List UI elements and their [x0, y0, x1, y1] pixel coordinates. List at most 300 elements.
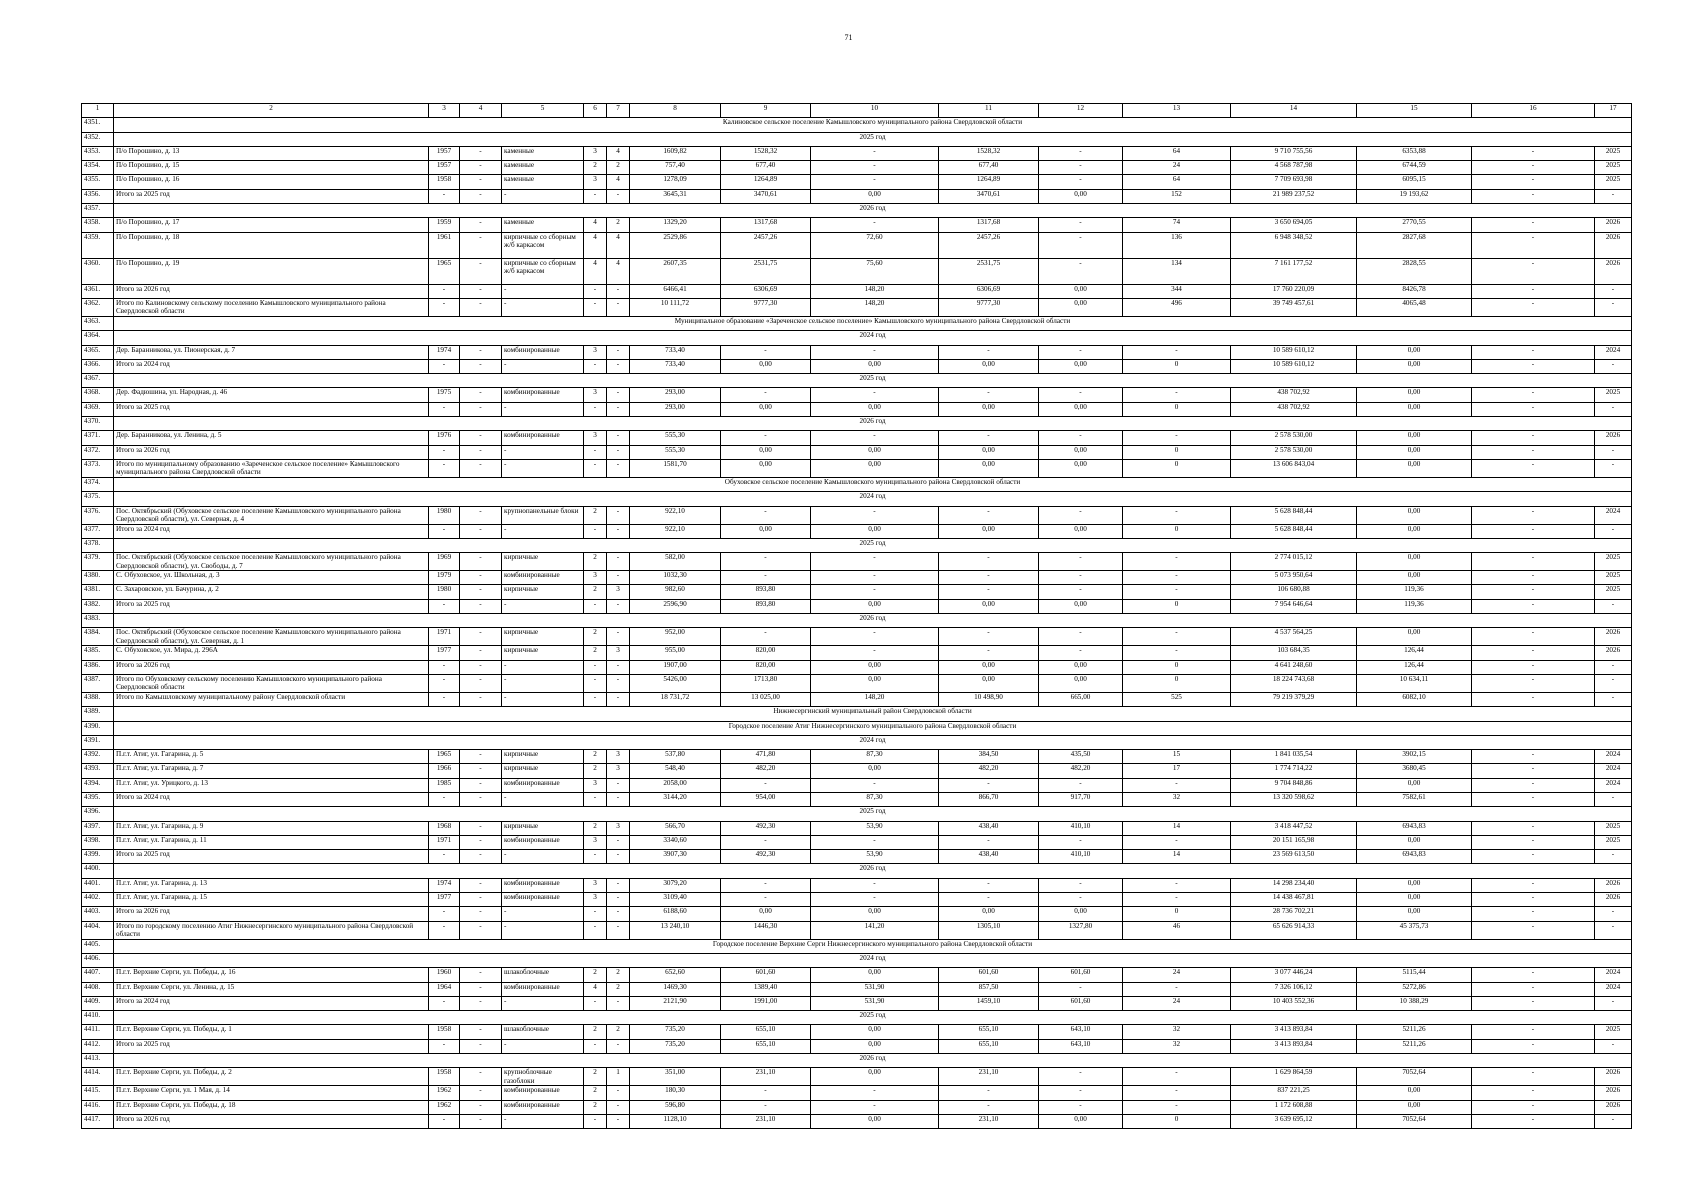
row-number: 4353.: [82, 146, 114, 160]
table-cell: -: [502, 996, 584, 1010]
table-cell: -: [939, 646, 1039, 660]
table-cell: 4: [584, 982, 607, 996]
table-cell: 6082,10: [1357, 692, 1472, 706]
table-cell: -: [460, 835, 502, 849]
table-cell: -: [811, 1100, 939, 1114]
table-cell: 1980: [429, 506, 460, 524]
table-cell: 0,00: [811, 445, 939, 459]
row-number: 4408.: [82, 982, 114, 996]
table-cell: 53,90: [811, 850, 939, 864]
table-cell: -: [607, 599, 630, 613]
table-cell: -: [1472, 298, 1595, 316]
table-cell: 2: [584, 553, 607, 571]
column-header: 14: [1231, 104, 1357, 118]
table-cell: 18 224 743,68: [1231, 674, 1357, 692]
table-cell: -: [460, 524, 502, 538]
table-cell: -: [429, 674, 460, 692]
table-cell: 2: [607, 1025, 630, 1039]
table-cell: 2: [584, 1086, 607, 1100]
table-cell: 74: [1123, 218, 1231, 232]
table-cell: -: [584, 921, 607, 939]
table-cell: 2596,90: [630, 599, 721, 613]
section-title: Муниципальное образование «Зареченское сельское поселение» Камышловского муниципального района Свердловской области: [114, 316, 1632, 330]
column-header: 17: [1595, 104, 1632, 118]
table-cell: -: [721, 506, 811, 524]
table-cell: -: [607, 388, 630, 402]
table-cell: 0,00: [1039, 907, 1123, 921]
table-cell: -: [429, 599, 460, 613]
table-cell: 6744,59: [1357, 161, 1472, 175]
table-cell: 548,40: [630, 764, 721, 778]
table-cell: -: [1472, 345, 1595, 359]
table-cell: 2457,26: [721, 232, 811, 258]
table-cell: 13 320 598,62: [1231, 792, 1357, 806]
table-cell: 0,00: [811, 402, 939, 416]
section-title: 2025 год: [114, 1011, 1632, 1025]
table-row: [82, 1100, 1632, 1114]
table-cell: -: [811, 388, 939, 402]
table-row: [82, 161, 1632, 175]
table-cell: 820,00: [721, 660, 811, 674]
table-cell: 3: [584, 778, 607, 792]
row-number: 4365.: [82, 345, 114, 359]
table-cell: -: [1123, 1100, 1231, 1114]
section-title: Городское поселение Верхние Серги Нижнесергинского муниципального района Свердловской области: [114, 939, 1632, 953]
table-cell: -: [607, 878, 630, 892]
section-row: [82, 118, 1632, 132]
table-cell: -: [1472, 660, 1595, 674]
address-cell: П/о Порошино, д. 19: [114, 258, 429, 284]
table-cell: 126,44: [1357, 646, 1472, 660]
table-cell: 922,10: [630, 524, 721, 538]
table-cell: -: [721, 893, 811, 907]
table-row: [82, 524, 1632, 538]
table-cell: 2827,68: [1357, 232, 1472, 258]
address-cell: П/о Порошино, д. 15: [114, 161, 429, 175]
section-row: [82, 331, 1632, 345]
address-cell: Пос. Октябрьский (Обуховское сельское поселение Камышловского муниципального района Свердловской области), ул. Северная, д. 1: [114, 628, 429, 646]
table-cell: 2024: [1595, 982, 1632, 996]
table-cell: 733,40: [630, 345, 721, 359]
table-cell: 5115,44: [1357, 968, 1472, 982]
table-cell: -: [1472, 524, 1595, 538]
table-cell: 3: [607, 764, 630, 778]
table-cell: 3680,45: [1357, 764, 1472, 778]
table-cell: 2: [584, 585, 607, 599]
table-cell: 3: [607, 750, 630, 764]
table-cell: -: [460, 1100, 502, 1114]
table-cell: -: [1039, 1086, 1123, 1100]
table-cell: -: [1039, 878, 1123, 892]
row-number: 4412.: [82, 1039, 114, 1053]
table-cell: -: [460, 345, 502, 359]
table-cell: -: [1472, 921, 1595, 939]
column-header: 12: [1039, 104, 1123, 118]
address-cell: П.г.т. Атиг, ул. Урицкого, д. 13: [114, 778, 429, 792]
table-cell: 2026: [1595, 431, 1632, 445]
table-cell: 3 413 893,84: [1231, 1025, 1357, 1039]
table-cell: 17 760 220,09: [1231, 284, 1357, 298]
table-cell: 0,00: [1039, 459, 1123, 477]
address-cell: П.г.т. Верхние Серги, ул. 1 Мая, д. 14: [114, 1086, 429, 1100]
table-cell: 9 704 848,86: [1231, 778, 1357, 792]
column-header: 9: [721, 104, 811, 118]
table-cell: 2: [584, 646, 607, 660]
table-cell: -: [1472, 431, 1595, 445]
table-cell: 7052,64: [1357, 1068, 1472, 1086]
table-cell: 24: [1123, 996, 1231, 1010]
table-cell: 0,00: [1357, 893, 1472, 907]
table-cell: 0: [1123, 674, 1231, 692]
table-cell: -: [607, 921, 630, 939]
table-cell: -: [811, 553, 939, 571]
table-cell: 0,00: [1357, 445, 1472, 459]
section-title: 2024 год: [114, 331, 1632, 345]
row-number: 4410.: [82, 1011, 114, 1025]
table-cell: -: [607, 189, 630, 203]
table-row: [82, 359, 1632, 373]
table-cell: 0,00: [939, 445, 1039, 459]
table-cell: 2 578 530,00: [1231, 445, 1357, 459]
table-cell: 3470,61: [939, 189, 1039, 203]
table-cell: -: [607, 692, 630, 706]
address-cell: Итого за 2024 год: [114, 359, 429, 373]
table-cell: 735,20: [630, 1025, 721, 1039]
table-cell: -: [502, 402, 584, 416]
table-cell: -: [460, 571, 502, 585]
table-cell: 677,40: [939, 161, 1039, 175]
row-number: 4387.: [82, 674, 114, 692]
column-header: 16: [1472, 104, 1595, 118]
table-cell: 2026: [1595, 878, 1632, 892]
table-cell: 1965: [429, 258, 460, 284]
section-row: [82, 204, 1632, 218]
table-cell: -: [1595, 660, 1632, 674]
row-number: 4380.: [82, 571, 114, 585]
table-cell: 652,60: [630, 968, 721, 982]
table-cell: 525: [1123, 692, 1231, 706]
table-row: [82, 893, 1632, 907]
table-cell: -: [429, 792, 460, 806]
table-cell: -: [460, 459, 502, 477]
table-cell: 2026: [1595, 1100, 1632, 1114]
page-number: 71: [844, 33, 853, 42]
table-cell: 643,10: [1039, 1039, 1123, 1053]
row-number: 4385.: [82, 646, 114, 660]
table-cell: -: [429, 459, 460, 477]
table-cell: 1957: [429, 161, 460, 175]
table-cell: -: [1472, 1039, 1595, 1053]
address-cell: Итого по Обуховскому сельскому поселению Камышловского муниципального района Свердловской области: [114, 674, 429, 692]
table-cell: -: [1123, 345, 1231, 359]
table-cell: 2: [584, 1068, 607, 1086]
table-cell: 1971: [429, 628, 460, 646]
table-cell: 0,00: [1357, 506, 1472, 524]
table-cell: 438 702,92: [1231, 402, 1357, 416]
table-cell: 231,10: [721, 1068, 811, 1086]
table-cell: кирпичные: [502, 585, 584, 599]
section-row: [82, 1054, 1632, 1068]
section-row: [82, 1011, 1632, 1025]
table-cell: -: [429, 660, 460, 674]
table-cell: 3: [607, 646, 630, 660]
table-cell: -: [460, 893, 502, 907]
table-cell: 665,00: [1039, 692, 1123, 706]
table-cell: 0,00: [1039, 445, 1123, 459]
table-cell: 0: [1123, 599, 1231, 613]
table-cell: 7052,64: [1357, 1114, 1472, 1128]
table-cell: -: [460, 764, 502, 778]
table-row: [82, 878, 1632, 892]
table-cell: 9 710 755,56: [1231, 146, 1357, 160]
table-cell: 566,70: [630, 821, 721, 835]
table-cell: -: [721, 431, 811, 445]
row-number: 4392.: [82, 750, 114, 764]
table-cell: -: [429, 907, 460, 921]
table-cell: 531,90: [811, 996, 939, 1010]
table-cell: 410,10: [1039, 850, 1123, 864]
table-cell: 2531,75: [721, 258, 811, 284]
table-cell: 492,30: [721, 821, 811, 835]
table-cell: 7582,61: [1357, 792, 1472, 806]
row-number: 4351.: [82, 118, 114, 132]
table-cell: 24: [1123, 161, 1231, 175]
column-header: 11: [939, 104, 1039, 118]
address-cell: П.г.т. Атиг, ул. Гагарина, д. 7: [114, 764, 429, 778]
row-number: 4389.: [82, 707, 114, 721]
table-cell: -: [584, 284, 607, 298]
table-cell: -: [607, 571, 630, 585]
table-cell: комбинированные: [502, 778, 584, 792]
address-cell: Итого за 2026 год: [114, 907, 429, 921]
address-cell: П.г.т. Верхние Серги, ул. Победы, д. 1: [114, 1025, 429, 1039]
table-cell: 10 589 610,12: [1231, 359, 1357, 373]
table-cell: -: [1472, 506, 1595, 524]
table-cell: 0,00: [1039, 524, 1123, 538]
section-title: 2026 год: [114, 1054, 1632, 1068]
row-number: 4403.: [82, 907, 114, 921]
row-number: 4391.: [82, 735, 114, 749]
row-number: 4354.: [82, 161, 114, 175]
section-row: [82, 721, 1632, 735]
table-cell: 3: [584, 571, 607, 585]
table-cell: -: [460, 445, 502, 459]
column-header: 2: [114, 104, 429, 118]
table-cell: -: [502, 692, 584, 706]
table-cell: 231,10: [721, 1114, 811, 1128]
housing-register-table: [81, 103, 1632, 1129]
table-cell: -: [939, 628, 1039, 646]
row-number: 4393.: [82, 764, 114, 778]
address-cell: П.г.т. Верхние Серги, ул. Победы, д. 2: [114, 1068, 429, 1086]
table-cell: 4: [607, 258, 630, 284]
table-cell: -: [460, 506, 502, 524]
table-cell: 555,30: [630, 431, 721, 445]
table-cell: комбинированные: [502, 345, 584, 359]
table-cell: 5426,00: [630, 674, 721, 692]
table-cell: 3144,20: [630, 792, 721, 806]
table-cell: 0,00: [1357, 878, 1472, 892]
row-number: 4384.: [82, 628, 114, 646]
table-cell: 1974: [429, 878, 460, 892]
table-cell: -: [1472, 850, 1595, 864]
table-cell: 555,30: [630, 445, 721, 459]
table-cell: -: [1472, 792, 1595, 806]
table-cell: -: [1123, 982, 1231, 996]
table-cell: 2: [607, 968, 630, 982]
table-row: [82, 1068, 1632, 1086]
table-cell: 2025: [1595, 585, 1632, 599]
table-cell: 5211,26: [1357, 1025, 1472, 1039]
table-cell: -: [1472, 232, 1595, 258]
table-cell: 1317,68: [721, 218, 811, 232]
table-cell: 7 709 693,98: [1231, 175, 1357, 189]
section-title: 2025 год: [114, 374, 1632, 388]
table-cell: 64: [1123, 146, 1231, 160]
table-cell: -: [811, 218, 939, 232]
table-cell: -: [811, 431, 939, 445]
table-cell: -: [502, 660, 584, 674]
table-cell: 6095,15: [1357, 175, 1472, 189]
table-cell: 0,00: [811, 1039, 939, 1053]
table-cell: 3645,31: [630, 189, 721, 203]
table-row: [82, 506, 1632, 524]
table-cell: 3109,40: [630, 893, 721, 907]
address-cell: П.г.т. Верхние Серги, ул. Ленина, д. 15: [114, 982, 429, 996]
table-cell: -: [1123, 628, 1231, 646]
table-cell: 1966: [429, 764, 460, 778]
row-number: 4383.: [82, 614, 114, 628]
table-cell: -: [1039, 646, 1123, 660]
row-number: 4404.: [82, 921, 114, 939]
table-cell: 4 568 787,98: [1231, 161, 1357, 175]
table-row: [82, 778, 1632, 792]
table-cell: 2457,26: [939, 232, 1039, 258]
table-cell: 1958: [429, 1068, 460, 1086]
table-cell: 2026: [1595, 893, 1632, 907]
table-cell: -: [939, 1086, 1039, 1100]
table-cell: -: [1595, 298, 1632, 316]
table-cell: -: [1595, 284, 1632, 298]
table-cell: 2025: [1595, 571, 1632, 585]
table-cell: -: [1123, 893, 1231, 907]
table-cell: -: [1039, 778, 1123, 792]
table-cell: 2026: [1595, 258, 1632, 284]
table-row: [82, 692, 1632, 706]
table-cell: кирпичные: [502, 821, 584, 835]
table-cell: -: [584, 459, 607, 477]
table-cell: 2025: [1595, 1025, 1632, 1039]
table-row: [82, 660, 1632, 674]
table-cell: каменные: [502, 218, 584, 232]
table-cell: -: [1123, 553, 1231, 571]
table-cell: 2: [584, 1025, 607, 1039]
table-cell: 1329,20: [630, 218, 721, 232]
row-number: 4361.: [82, 284, 114, 298]
table-cell: -: [1595, 921, 1632, 939]
table-cell: -: [607, 660, 630, 674]
address-cell: П.г.т. Атиг, ул. Гагарина, д. 11: [114, 835, 429, 849]
table-cell: 601,60: [721, 968, 811, 982]
row-number: 4357.: [82, 204, 114, 218]
section-row: [82, 492, 1632, 506]
table-cell: -: [1472, 359, 1595, 373]
table-cell: 0,00: [811, 359, 939, 373]
row-number: 4395.: [82, 792, 114, 806]
table-cell: 2058,00: [630, 778, 721, 792]
table-cell: 1907,00: [630, 660, 721, 674]
table-cell: -: [1039, 218, 1123, 232]
table-cell: -: [502, 792, 584, 806]
table-cell: -: [1595, 459, 1632, 477]
table-cell: -: [1123, 388, 1231, 402]
table-cell: 23 569 613,50: [1231, 850, 1357, 864]
table-cell: -: [502, 1039, 584, 1053]
table-cell: -: [584, 674, 607, 692]
table-cell: 677,40: [721, 161, 811, 175]
table-cell: 2025: [1595, 835, 1632, 849]
table-cell: 4065,48: [1357, 298, 1472, 316]
address-cell: Итого за 2024 год: [114, 996, 429, 1010]
table-cell: комбинированные: [502, 982, 584, 996]
row-number: 4399.: [82, 850, 114, 864]
table-cell: -: [1123, 431, 1231, 445]
table-row: [82, 850, 1632, 864]
table-cell: -: [1039, 161, 1123, 175]
section-title: 2025 год: [114, 538, 1632, 552]
table-cell: 1264,89: [939, 175, 1039, 189]
table-cell: -: [607, 506, 630, 524]
table-cell: 582,00: [630, 553, 721, 571]
table-cell: -: [584, 1114, 607, 1128]
table-cell: 3 639 695,12: [1231, 1114, 1357, 1128]
table-cell: -: [1595, 692, 1632, 706]
section-row: [82, 735, 1632, 749]
table-cell: -: [1472, 388, 1595, 402]
table-cell: 4: [607, 175, 630, 189]
table-cell: -: [1595, 599, 1632, 613]
table-cell: -: [607, 298, 630, 316]
table-row: [82, 585, 1632, 599]
table-cell: 2: [584, 1100, 607, 1114]
table-cell: 837 221,25: [1231, 1086, 1357, 1100]
table-cell: -: [584, 996, 607, 1010]
table-cell: -: [939, 388, 1039, 402]
table-row: [82, 258, 1632, 284]
table-cell: -: [721, 1086, 811, 1100]
table-cell: -: [502, 189, 584, 203]
row-number: 4397.: [82, 821, 114, 835]
table-cell: 1581,70: [630, 459, 721, 477]
table-cell: 5211,26: [1357, 1039, 1472, 1053]
section-title: Калиновское сельское поселение Камышловского муниципального района Свердловской области: [114, 118, 1632, 132]
section-row: [82, 374, 1632, 388]
table-cell: -: [1039, 585, 1123, 599]
table-cell: -: [584, 1039, 607, 1053]
table-cell: 0,00: [1039, 189, 1123, 203]
table-cell: 0,00: [1357, 388, 1472, 402]
table-cell: 3: [584, 175, 607, 189]
section-row: [82, 316, 1632, 330]
row-number: 4413.: [82, 1054, 114, 1068]
table-cell: 820,00: [721, 646, 811, 660]
table-cell: -: [939, 835, 1039, 849]
column-header: 4: [460, 104, 502, 118]
row-number: 4356.: [82, 189, 114, 203]
table-cell: 2024: [1595, 750, 1632, 764]
table-cell: 13 240,10: [630, 921, 721, 939]
table-cell: 2: [607, 161, 630, 175]
